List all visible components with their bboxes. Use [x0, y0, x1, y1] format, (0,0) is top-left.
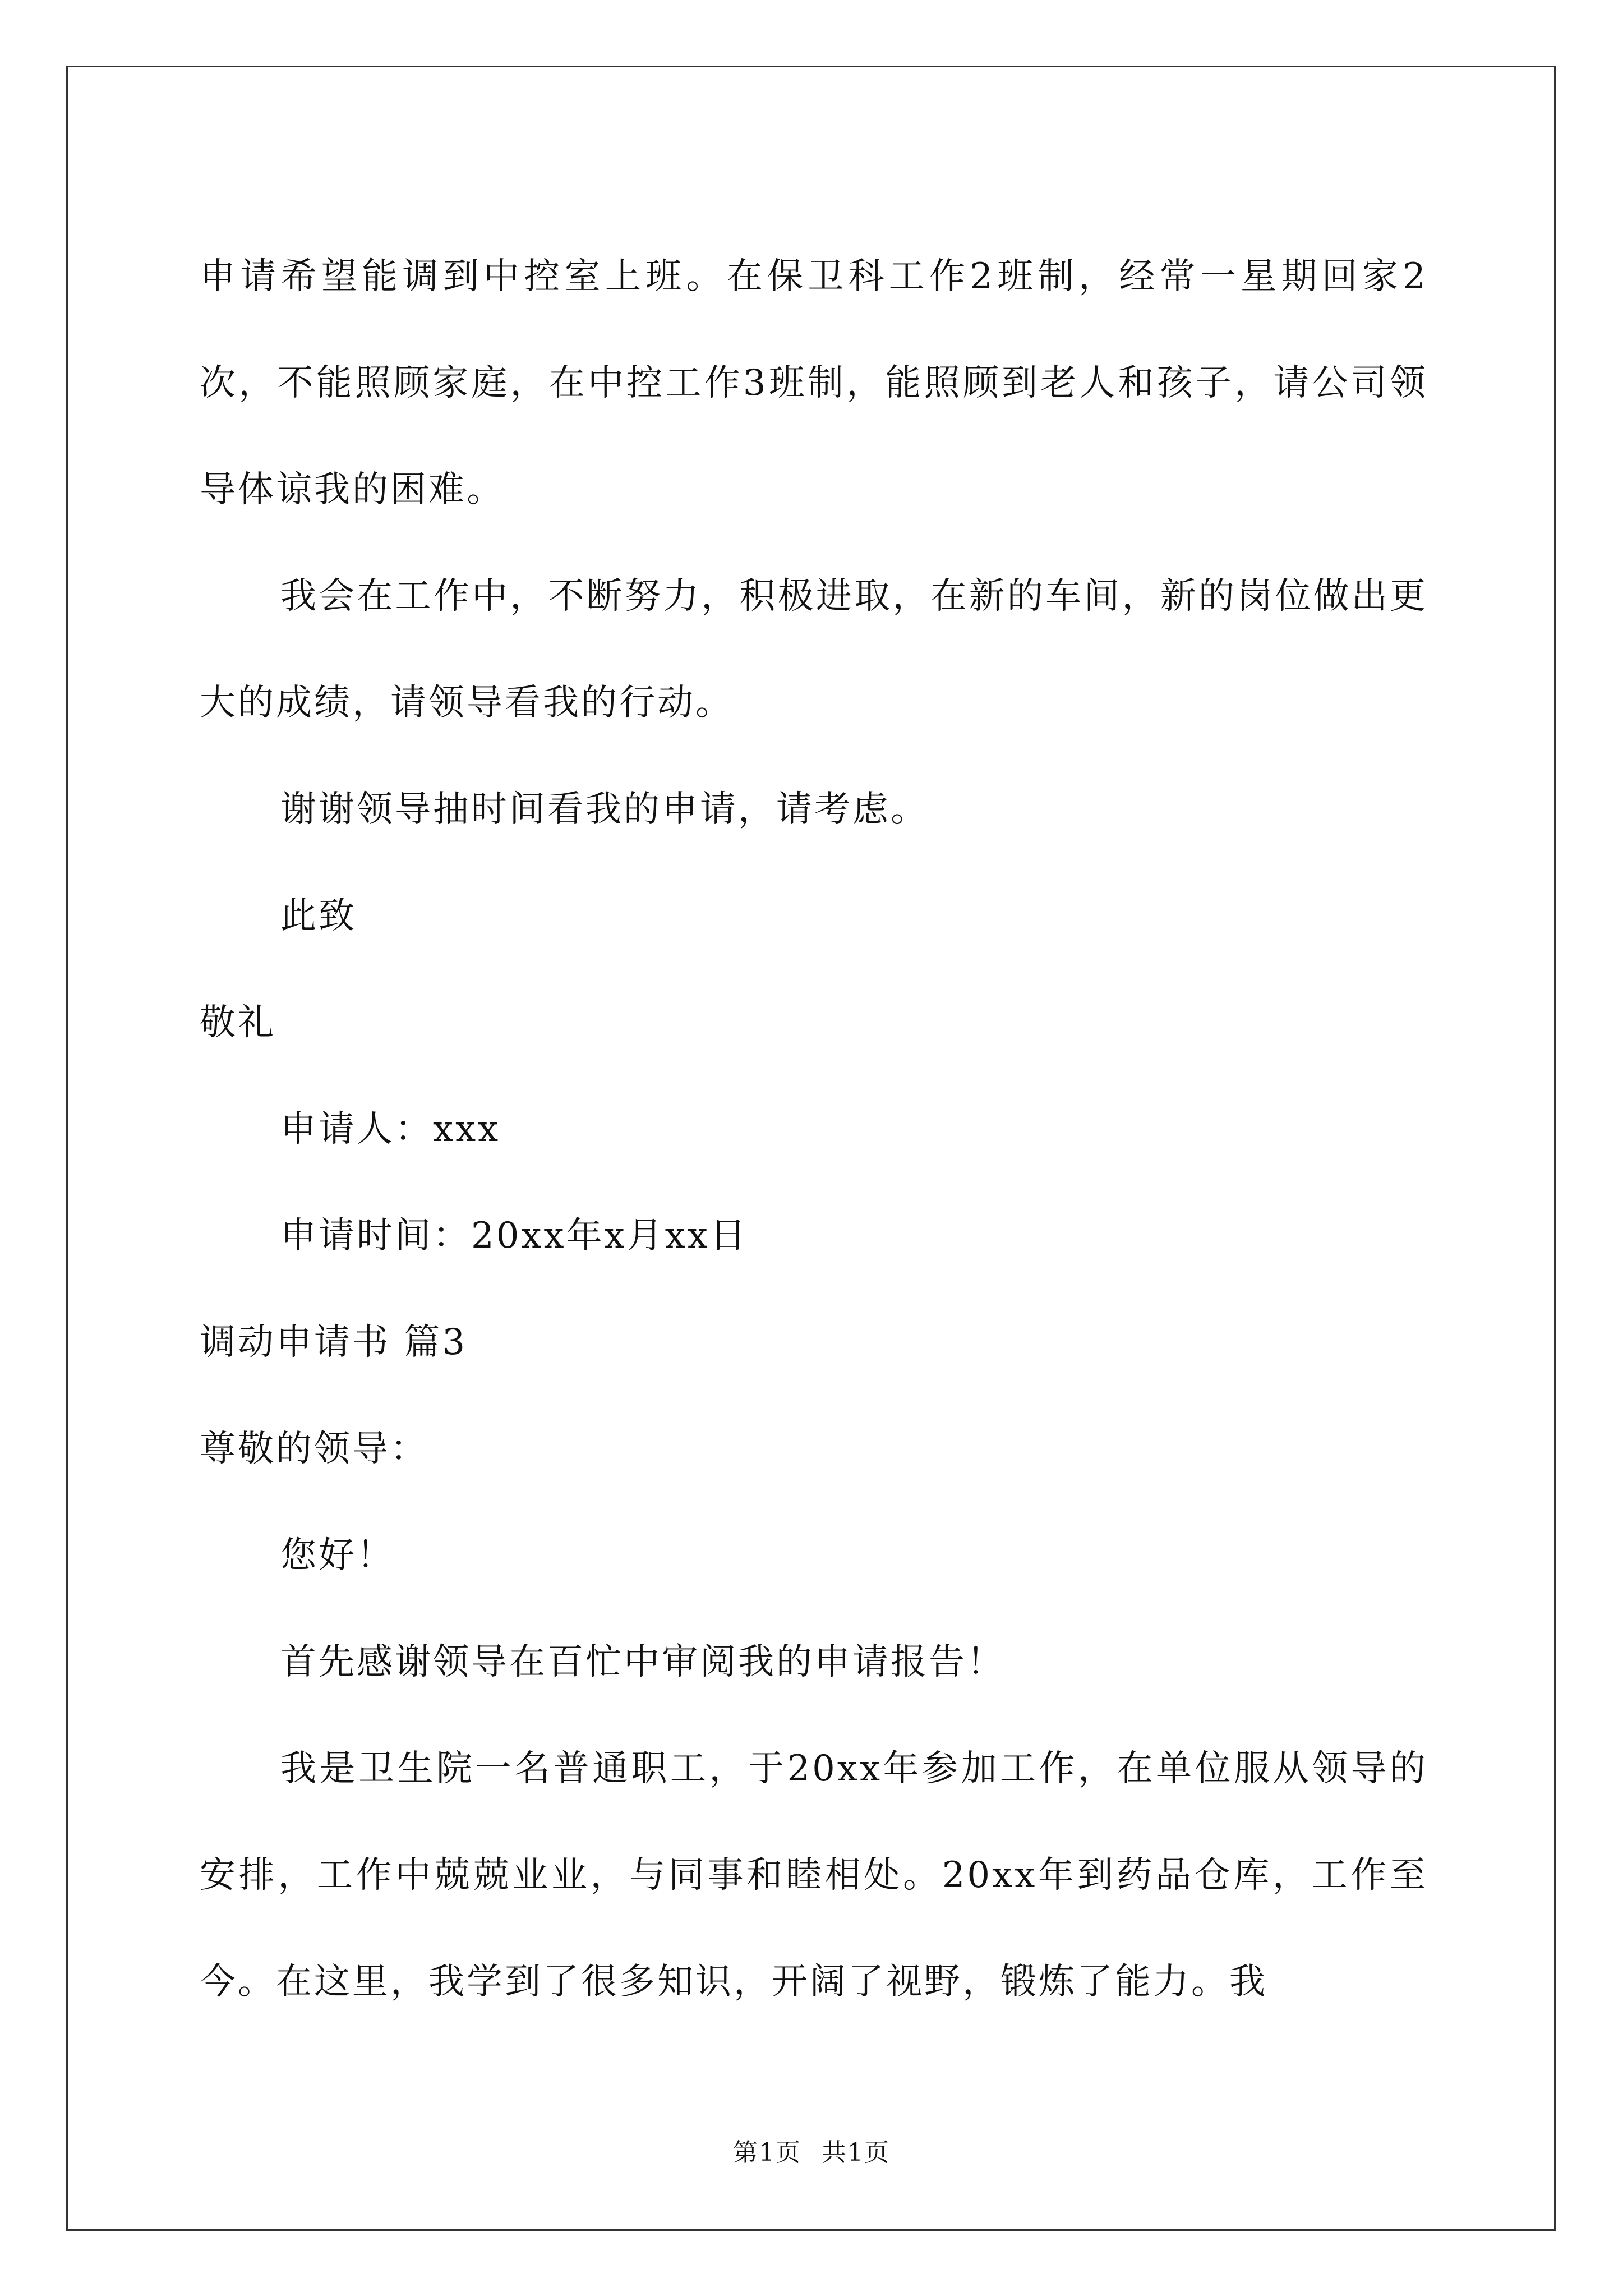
document-body — [200, 223, 1428, 2035]
application-date-line: 申请时间：20xx年x月xx日 — [280, 1215, 748, 1257]
closing-salutation: 此致 — [280, 895, 357, 937]
section-heading: 调动申请书 篇3 — [200, 1322, 468, 1363]
closing-regards: 敬礼 — [200, 1002, 276, 1043]
greeting: 您好！ — [280, 1535, 395, 1576]
paragraph-3: 谢谢领导抽时间看我的申请，请考虑。 — [280, 789, 929, 830]
page-number: 第1页 — [733, 2138, 801, 2167]
paragraph-1: 申请希望能调到中控室上班。在保卫科工作2班制，经常一星期回家2次，不能照顾家庭，在中控工作3班制，能照顾到老人和孩子，请公司领导体谅我的困难。 — [200, 256, 1428, 510]
greeting-heading: 尊敬的领导： — [200, 1428, 428, 1470]
page-total: 共1页 — [822, 2138, 890, 2167]
page-footer — [0, 2136, 1623, 2170]
paragraph-2: 我会在工作中，不断努力，积极进取，在新的车间，新的岗位做出更大的成绩，请领导看我的行动。 — [200, 576, 1428, 724]
paragraph-background: 我是卫生院一名普通职工，于20xx年参加工作，在单位服从领导的安排，工作中兢兢业业，与同事和睦相处。20xx年到药品仓库，工作至今。在这里，我学到了很多知识，开阔了视野，锻炼了能力。我 — [200, 1748, 1428, 2003]
applicant-line: 申请人：xxx — [280, 1108, 501, 1150]
paragraph-thanks: 首先感谢领导在百忙中审阅我的申请报告！ — [280, 1641, 1005, 1683]
